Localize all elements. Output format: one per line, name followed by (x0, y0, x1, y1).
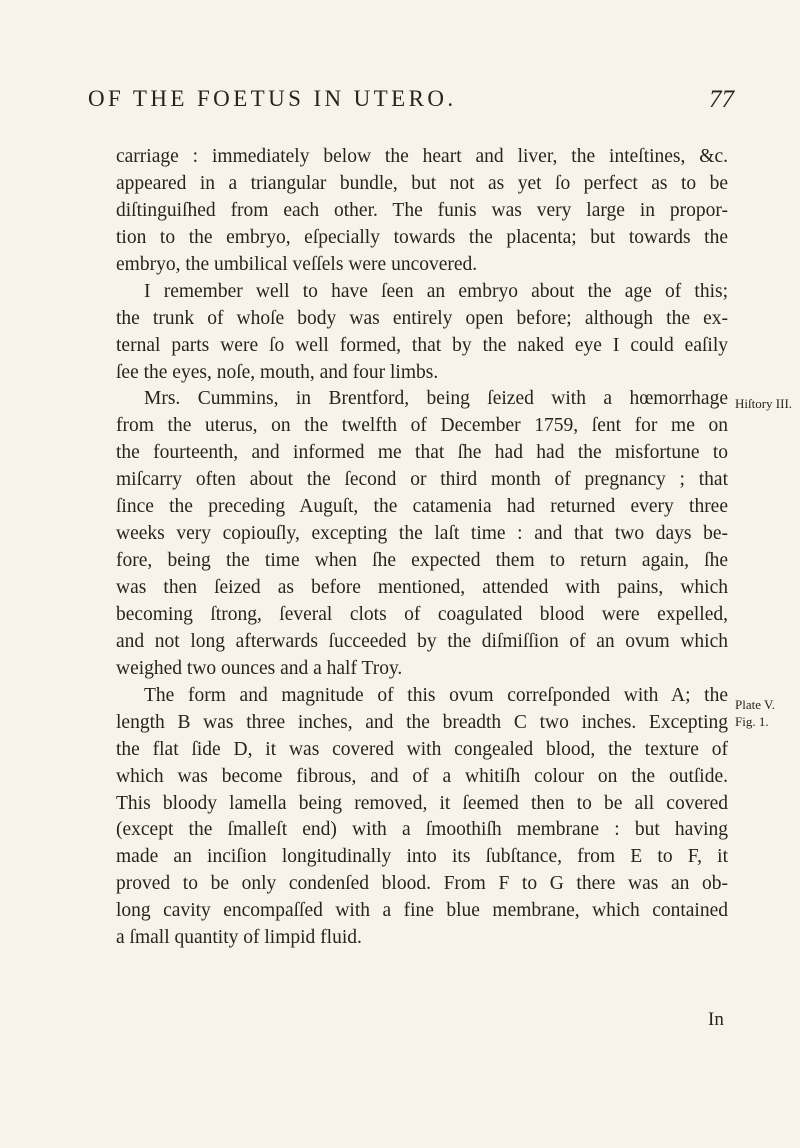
margin-note-history: Hiſtory III. (735, 396, 793, 411)
page-number: 77 (709, 86, 734, 113)
text-line: miſcarry often about the ſecond or third month of pregnancy ; that (116, 469, 728, 491)
text-line: The form and magnitude of this ovum correſponded with A; the (144, 684, 728, 706)
text-line: long cavity encompaſſed with a fine blue membrane, which contained (116, 900, 728, 922)
text-line: ſince the preceding Auguſt, the catamenia had returned every three (116, 496, 728, 518)
page-header (88, 84, 734, 124)
text-line: appeared in a triangular bundle, but not as yet ſo perfect as to be (116, 172, 728, 194)
text-line: a ſmall quantity of limpid fluid. (116, 927, 362, 949)
text-line: weeks very copiouſly, excepting the laſt time : and that two days be- (116, 523, 728, 545)
text-line: I remember well to have ſeen an embryo about the age of this; (144, 280, 728, 302)
text-line: embryo, the umbilical veſſels were uncovered. (116, 253, 478, 275)
text-line: diſtinguiſhed from each other. The funis was very large in propor- (116, 199, 728, 221)
text-line: Mrs. Cummins, in Brentford, being ſeized with a hœmorrhage (144, 388, 728, 410)
text-line: tion to the embryo, eſpecially towards the placenta; but towards the (116, 226, 728, 248)
text-line: the fourteenth, and informed me that ſhe had had the misfortune to (116, 442, 728, 464)
catchword: In (708, 1009, 724, 1030)
text-line: made an inciſion longitudinally into its ſubſtance, from E to F, it (116, 846, 728, 868)
text-line: ternal parts were ſo well formed, that by the naked eye I could eaſily (116, 334, 728, 356)
margin-note-plate: Plate V. (735, 697, 775, 712)
text-line: weighed two ounces and a half Troy. (116, 657, 403, 679)
text-line: and not long afterwards ſucceeded by the diſmiſſion of an ovum which (116, 630, 728, 652)
text-line: the flat ſide D, it was covered with congealed blood, the texture of (116, 738, 728, 760)
margin-note-fig: Fig. 1. (735, 714, 769, 729)
text-line: the trunk of whoſe body was entirely open before; although the ex- (116, 307, 728, 329)
text-line: from the uterus, on the twelfth of December 1759, ſent for me on (116, 415, 728, 437)
body-text (118, 144, 728, 952)
text-line: ſee the eyes, noſe, mouth, and four limbs. (116, 361, 439, 383)
text-line: which was become fibrous, and of a whitiſh colour on the outſide. (116, 765, 728, 787)
text-line: (except the ſmalleſt end) with a ſmoothiſh membrane : but having (116, 819, 728, 841)
text-line: proved to be only condenſed blood. From F to G there was an ob- (116, 873, 728, 895)
text-line: becoming ſtrong, ſeveral clots of coagulated blood were expelled, (116, 603, 728, 625)
text-line: carriage : immediately below the heart and liver, the inteſtines, &c. (116, 146, 728, 167)
running-head: OF THE FOETUS IN UTERO. (88, 86, 457, 111)
text-line: length B was three inches, and the breadth C two inches. Excepting (116, 711, 728, 733)
text-line: was then ſeized as before mentioned, attended with pains, which (116, 577, 728, 598)
text-line: fore, being the time when ſhe expected them to return again, ſhe (116, 550, 728, 572)
text-line: This bloody lamella being removed, it ſeemed then to be all covered (116, 792, 728, 814)
